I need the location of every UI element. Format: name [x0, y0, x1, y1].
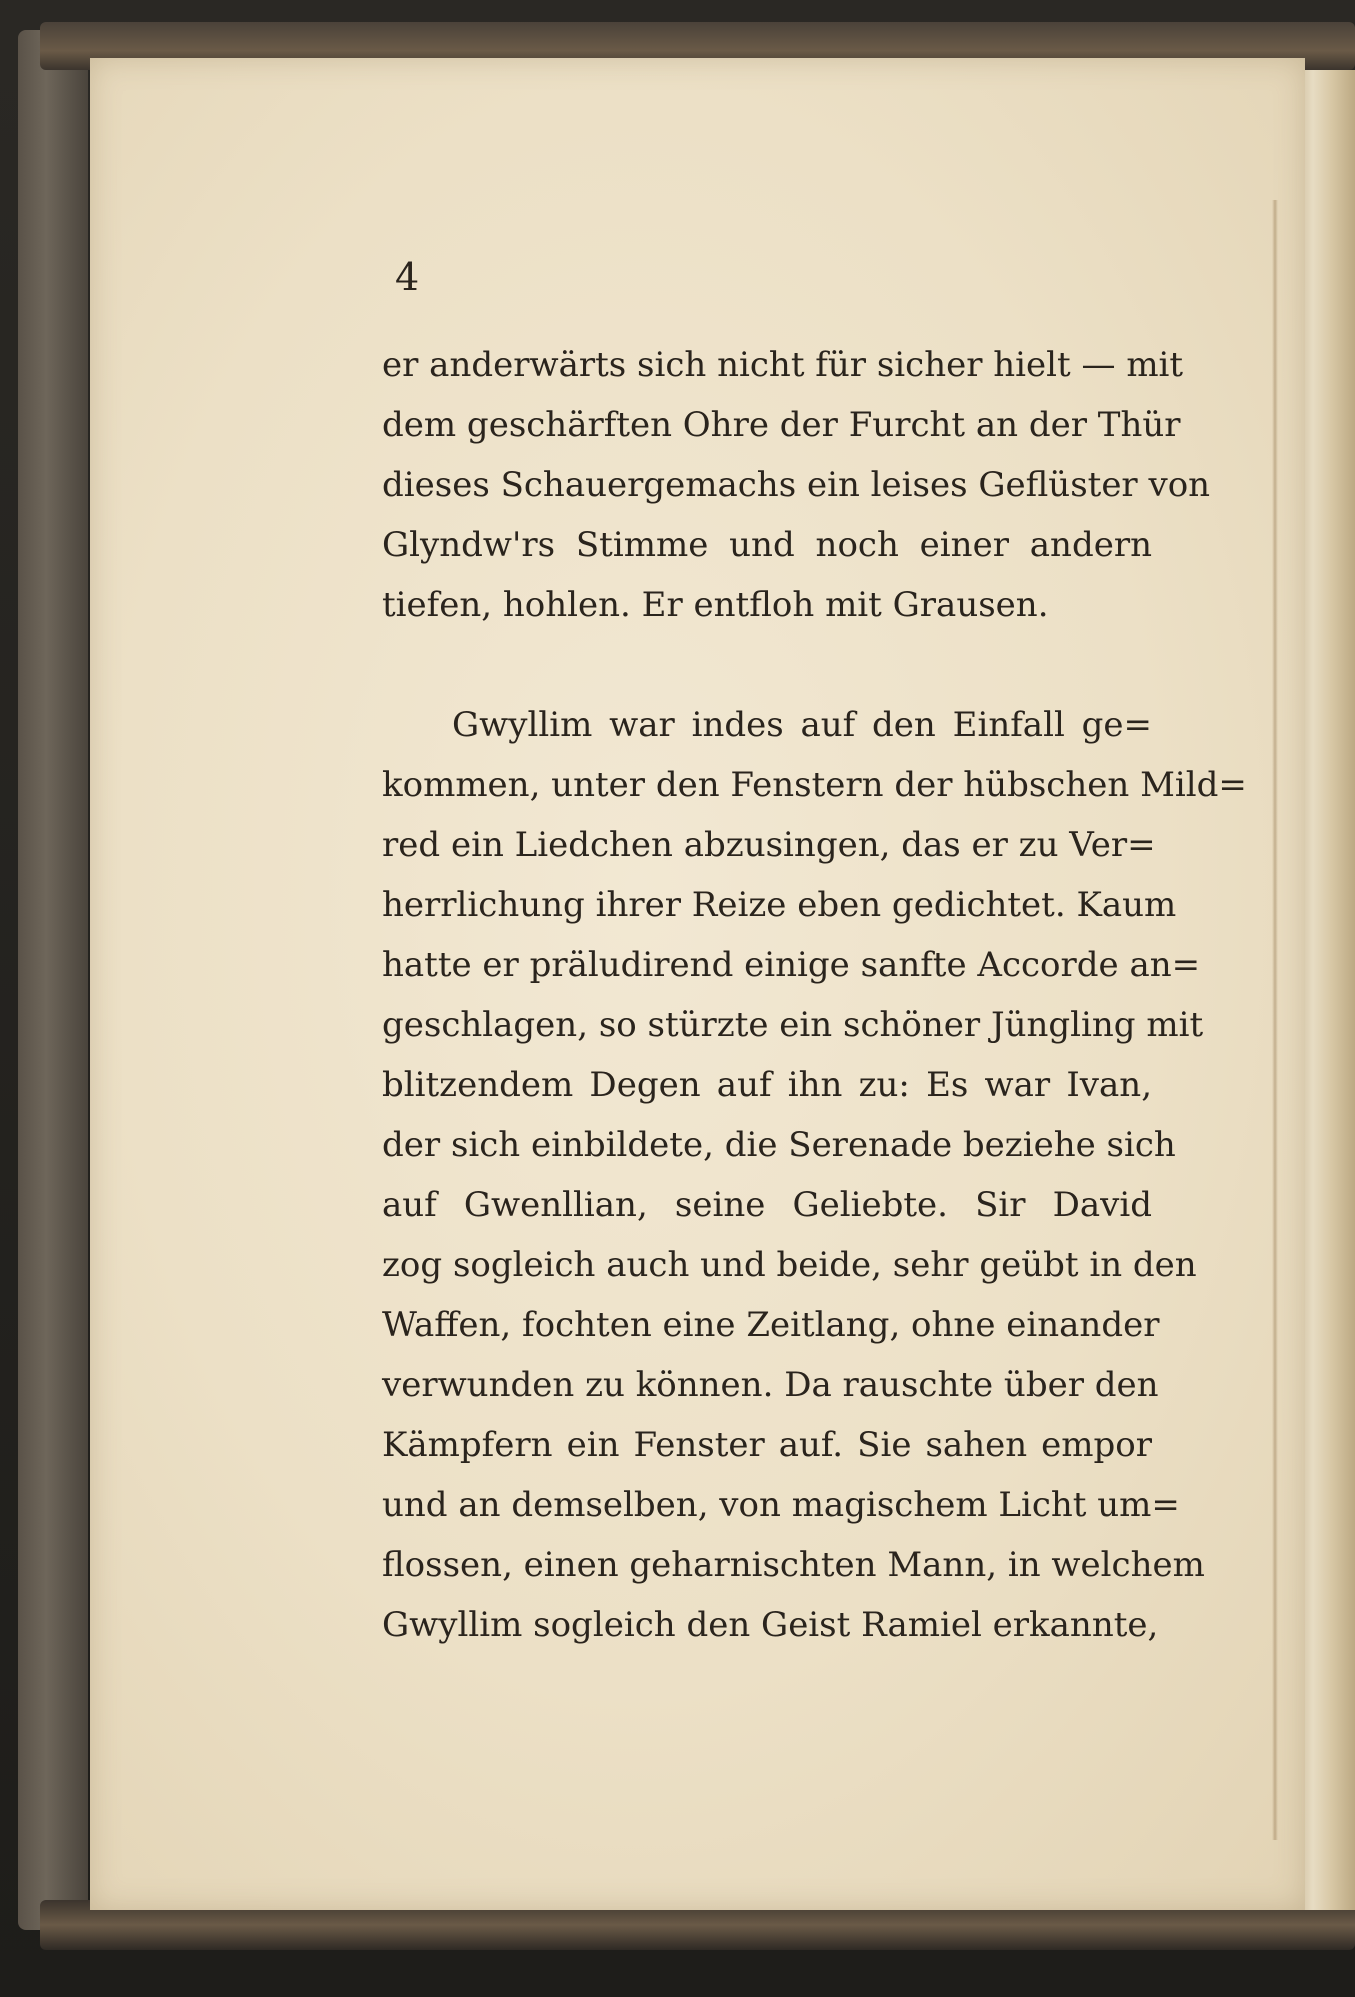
text-line: tiefen, hohlen. Er entfloh mit Grausen. [382, 585, 1049, 625]
paragraph-gap [382, 635, 1152, 695]
text-line: Gwyllim war indes auf den Einfall ge= [452, 705, 1152, 745]
text-line: Glyndw'rs Stimme und noch einer andern [382, 525, 1152, 565]
text-line: geschlagen, so stürzte ein schöner Jüngling mit [382, 1005, 1204, 1045]
text-line: er anderwärts sich nicht für sicher hielt — mit [382, 345, 1184, 385]
text-line: dem geschärften Ohre der Furcht an der Thür [382, 405, 1181, 445]
text-line: kommen, unter den Fenstern der hübschen Mild= [382, 765, 1247, 805]
paragraph-1 [382, 335, 1211, 635]
text-line: flossen, einen geharnischten Mann, in welchem [382, 1545, 1205, 1585]
text-line: zog sogleich auch und beide, sehr geübt in den [382, 1245, 1197, 1285]
text-line: herrlichung ihrer Reize eben gedichtet. Kaum [382, 885, 1177, 925]
text-line: blitzendem Degen auf ihn zu: Es war Ivan, [382, 1065, 1152, 1105]
text-line: Waffen, fochten eine Zeitlang, ohne einander [382, 1305, 1160, 1345]
paragraph-2 [382, 695, 1247, 1655]
text-line: Kämpfern ein Fenster auf. Sie sahen empor [382, 1425, 1152, 1465]
text-line: auf Gwenllian, seine Geliebte. Sir David [382, 1185, 1152, 1225]
text-line: verwunden zu können. Da rauschte über den [382, 1365, 1159, 1405]
text-line: Gwyllim sogleich den Geist Ramiel erkannte, [382, 1605, 1159, 1645]
book-cover-left-edge [18, 30, 88, 1930]
page-number: 4 [395, 255, 420, 299]
text-line: dieses Schauergemachs ein leises Geflüster von [382, 465, 1211, 505]
text-line: red ein Liedchen abzusingen, das er zu Ver= [382, 825, 1156, 865]
text-line: hatte er präludirend einige sanfte Accorde an= [382, 945, 1201, 985]
text-line: der sich einbildete, die Serenade beziehe sich [382, 1125, 1176, 1165]
page-fold [1272, 200, 1278, 1840]
page-text [382, 335, 1247, 1655]
text-line: und an demselben, von magischem Licht um= [382, 1485, 1180, 1525]
